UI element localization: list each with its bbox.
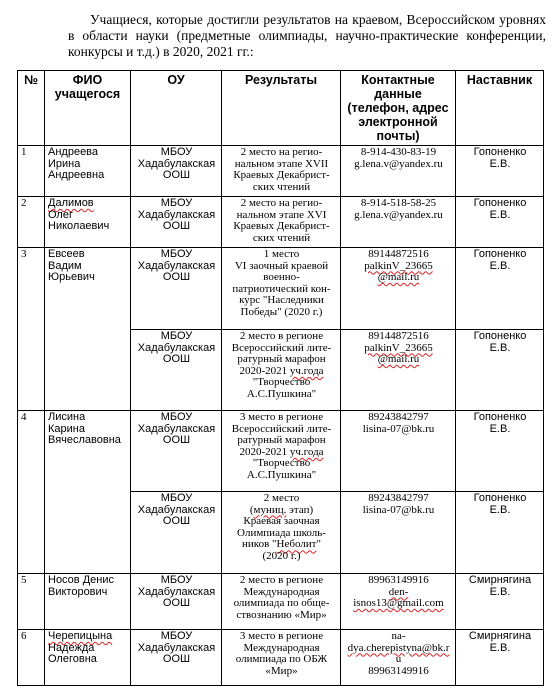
- mentor-cell: [456, 330, 544, 411]
- school-line: Хадабулакская: [137, 641, 216, 654]
- row-number: 1: [18, 146, 45, 197]
- mentor-cell: [456, 248, 544, 330]
- table-header-row: [18, 71, 544, 146]
- mentor-line: Е.В.: [489, 208, 511, 221]
- contact-cell: [341, 197, 456, 248]
- table-row: [18, 197, 544, 248]
- result-line: 2 место в регионе: [239, 574, 324, 586]
- student-name-line: Евсеев: [48, 248, 85, 260]
- mentor-line: Е.В.: [489, 503, 511, 516]
- mentor-line: Смирнягина: [468, 630, 532, 642]
- mentor-line: Е.В.: [489, 157, 511, 170]
- header-num: №: [18, 71, 45, 146]
- result-line: Всероссийский лите-: [231, 422, 332, 435]
- student-name-line: Лисина: [48, 411, 86, 423]
- contact-line: 89243842797: [368, 492, 429, 504]
- student-name-line: Черепицына: [48, 630, 113, 642]
- school-line: МБОУ: [160, 630, 193, 642]
- result-line: А.С.Пушкина": [246, 468, 317, 481]
- result-cell: [222, 146, 341, 197]
- mentor-cell: [456, 197, 544, 248]
- result-line: ских чтений: [252, 231, 311, 244]
- school-line: МБОУ: [160, 330, 193, 342]
- contact-line: lisina-07@bk.ru: [362, 422, 435, 435]
- result-line: А.С.Пушкина": [246, 387, 317, 400]
- contact-cell: [341, 492, 456, 574]
- school-line: МБОУ: [160, 146, 193, 158]
- student-name-line: Надежда: [48, 641, 95, 654]
- result-line: (2020 г.): [262, 549, 301, 562]
- contact-line: 89963149916: [368, 574, 429, 586]
- student-name-line: Юрьевич: [48, 271, 95, 284]
- contact-line: isnos13@gmail.com: [353, 597, 444, 610]
- result-line: ских чтений: [252, 180, 311, 193]
- mentor-line: Гопоненко: [473, 411, 527, 423]
- student-name-line: Олеговна: [48, 653, 97, 666]
- school-line: Хадабулакская: [137, 585, 216, 598]
- result-cell: [222, 248, 341, 330]
- result-line: Международная: [243, 641, 320, 654]
- row-number: 3: [18, 248, 45, 411]
- result-cell: [222, 411, 341, 492]
- student-name-line: Николаевич: [48, 220, 110, 233]
- school-line: Хадабулакская: [137, 259, 216, 272]
- result-cell: [222, 330, 341, 411]
- school-line: ООШ: [162, 597, 191, 610]
- mentor-cell: [456, 492, 544, 574]
- result-line: нальном этапе XVI: [236, 208, 327, 221]
- student-name: [45, 630, 131, 686]
- contact-line: lisina-07@bk.ru: [362, 503, 435, 516]
- contact-line: 8-914-518-58-25: [360, 197, 437, 209]
- table-row: [18, 411, 544, 492]
- school-cell: [131, 248, 222, 330]
- school-line: МБОУ: [160, 248, 193, 260]
- contact-line: na-: [391, 630, 406, 642]
- school-cell: [131, 630, 222, 686]
- result-line: ствознанию «Мир»: [236, 608, 327, 621]
- student-name: [45, 197, 131, 248]
- contact-line: @mail.ru: [377, 353, 420, 366]
- contact-line: 89963149916: [368, 664, 429, 677]
- school-line: ООШ: [162, 271, 191, 284]
- student-name-line: Вадим: [48, 259, 82, 272]
- contact-cell: [341, 411, 456, 492]
- result-cell: [222, 492, 341, 574]
- mentor-cell: [456, 574, 544, 630]
- result-line: Краевых Декабрист-: [233, 169, 330, 182]
- student-name-line: Андреева: [48, 146, 99, 158]
- result-line: Международная: [243, 585, 320, 598]
- student-name: [45, 248, 131, 411]
- school-line: ООШ: [162, 653, 191, 666]
- student-name-line: Андреевна: [48, 169, 105, 182]
- result-line: "Творчество: [252, 457, 311, 470]
- result-line: курс "Наследники: [239, 294, 324, 307]
- contact-cell: [341, 330, 456, 411]
- result-line: 2 место в регионе: [239, 330, 324, 342]
- school-cell: [131, 330, 222, 411]
- result-line: "Творчество: [252, 376, 311, 389]
- school-line: ООШ: [162, 515, 191, 528]
- result-line: ратурный марафон: [237, 434, 326, 447]
- intro-paragraph: Учащиеся, которые достигли результатов на краевом, Всероссийском уровнях в области науки (предметные олимпиады, научно-практические конференции, конкурсы и т.д.) в 2020, 2021 гг.:: [68, 12, 546, 60]
- student-name-line: Ирина: [48, 157, 81, 170]
- contact-line: palkinV_23665: [364, 341, 433, 354]
- contact-line: dya.cherepistyna@bk.r: [347, 641, 450, 654]
- result-line: «Мир»: [265, 664, 298, 677]
- table-row: [18, 630, 544, 686]
- result-cell: [222, 574, 341, 630]
- result-line: олимпиада по обще-: [233, 597, 330, 610]
- contact-cell: [341, 146, 456, 197]
- school-line: ООШ: [162, 434, 191, 447]
- school-line: ООШ: [162, 169, 191, 182]
- mentor-line: Е.В.: [489, 341, 511, 354]
- result-line: военно-: [263, 271, 300, 284]
- mentor-line: Гопоненко: [473, 330, 527, 342]
- mentor-line: Е.В.: [489, 422, 511, 435]
- mentor-cell: [456, 411, 544, 492]
- result-line: VI заочный краевой: [234, 259, 329, 272]
- table-row: [18, 146, 544, 197]
- result-line: 2 место: [263, 492, 300, 504]
- school-line: МБОУ: [160, 197, 193, 209]
- row-number: 5: [18, 574, 45, 630]
- mentor-line: Гопоненко: [473, 492, 527, 504]
- school-line: Хадабулакская: [137, 208, 216, 221]
- result-line: 2 место на регио-: [240, 146, 323, 158]
- student-name-line: Носов Денис: [48, 574, 114, 586]
- result-line: 1 место: [263, 248, 300, 260]
- student-name-line: Олег: [48, 208, 73, 221]
- table-row: [18, 248, 544, 330]
- contact-cell: [341, 248, 456, 330]
- student-name-line: Карина: [48, 422, 85, 435]
- contact-line: palkinV_23665: [364, 259, 433, 272]
- result-line: 2020-2021 уч.года: [239, 364, 324, 377]
- mentor-line: Е.В.: [489, 641, 511, 654]
- result-line: 2020-2021 уч.года: [239, 445, 324, 458]
- student-name: [45, 411, 131, 574]
- mentor-cell: [456, 630, 544, 686]
- contact-line: u: [395, 653, 402, 666]
- student-name: [45, 146, 131, 197]
- student-name-line: Вячеславовна: [48, 434, 121, 447]
- table-row: [18, 574, 544, 630]
- contact-line: 89243842797: [368, 411, 429, 423]
- school-line: Хадабулакская: [137, 341, 216, 354]
- results-table: [17, 70, 544, 686]
- school-line: Хадабулакская: [137, 503, 216, 516]
- school-line: Хадабулакская: [137, 422, 216, 435]
- mentor-line: Гопоненко: [473, 197, 527, 209]
- contact-line: g.lena.v@yandex.ru: [354, 208, 443, 221]
- contact-line: 8-914-430-83-19: [360, 146, 437, 158]
- school-line: МБОУ: [160, 492, 193, 504]
- result-cell: [222, 630, 341, 686]
- header-school: ОУ: [131, 71, 222, 146]
- school-line: ООШ: [162, 353, 191, 366]
- student-name: [45, 574, 131, 630]
- contact-line: 89144872516: [368, 248, 429, 260]
- contact-line: @mail.ru: [377, 271, 420, 284]
- school-line: Хадабулакская: [137, 157, 216, 170]
- school-line: ООШ: [162, 220, 191, 233]
- mentor-line: Гопоненко: [473, 248, 527, 260]
- mentor-cell: [456, 146, 544, 197]
- row-number: 4: [18, 411, 45, 574]
- mentor-line: Е.В.: [489, 259, 511, 272]
- result-line: Краевых Декабрист-: [233, 220, 330, 233]
- result-cell: [222, 197, 341, 248]
- result-line: Краевая заочная: [243, 515, 320, 528]
- contact-cell: [341, 574, 456, 630]
- result-line: ратурный марафон: [237, 353, 326, 366]
- result-line: 3 место в регионе: [239, 411, 324, 423]
- school-line: МБОУ: [160, 574, 193, 586]
- student-name-line: Далимов: [48, 197, 94, 209]
- result-line: олимпиада по ОБЖ: [235, 653, 328, 666]
- header-name: ФИО учащегося: [45, 71, 131, 146]
- result-line: Всероссийский лите-: [231, 341, 332, 354]
- result-line: нальном этапе XVII: [234, 157, 329, 170]
- row-number: 6: [18, 630, 45, 686]
- mentor-line: Смирнягина: [468, 574, 532, 586]
- result-line: (муниц. этап): [249, 503, 314, 516]
- contact-line: g.lena.v@yandex.ru: [354, 157, 443, 170]
- result-line: Победы" (2020 г.): [240, 305, 323, 318]
- school-line: МБОУ: [160, 411, 193, 423]
- contact-line: den-: [388, 585, 409, 598]
- contact-line: 89144872516: [368, 330, 429, 342]
- school-cell: [131, 574, 222, 630]
- student-name-line: Викторович: [48, 585, 108, 598]
- contact-cell: [341, 630, 456, 686]
- result-line: 3 место в регионе: [239, 630, 324, 642]
- result-line: Олимпиада школь-: [237, 526, 326, 539]
- header-results: Результаты: [222, 71, 341, 146]
- school-cell: [131, 492, 222, 574]
- school-cell: [131, 411, 222, 492]
- result-line: патриотический кон-: [232, 282, 331, 295]
- header-mentor: Наставник: [456, 71, 544, 146]
- result-line: 2 место на регио-: [240, 197, 323, 209]
- mentor-line: Е.В.: [489, 585, 511, 598]
- header-contacts: Контактные данные (телефон, адрес электронной почты): [341, 71, 456, 146]
- school-cell: [131, 197, 222, 248]
- school-cell: [131, 146, 222, 197]
- row-number: 2: [18, 197, 45, 248]
- mentor-line: Гопоненко: [473, 146, 527, 158]
- result-line: ников "Неболит": [242, 538, 321, 551]
